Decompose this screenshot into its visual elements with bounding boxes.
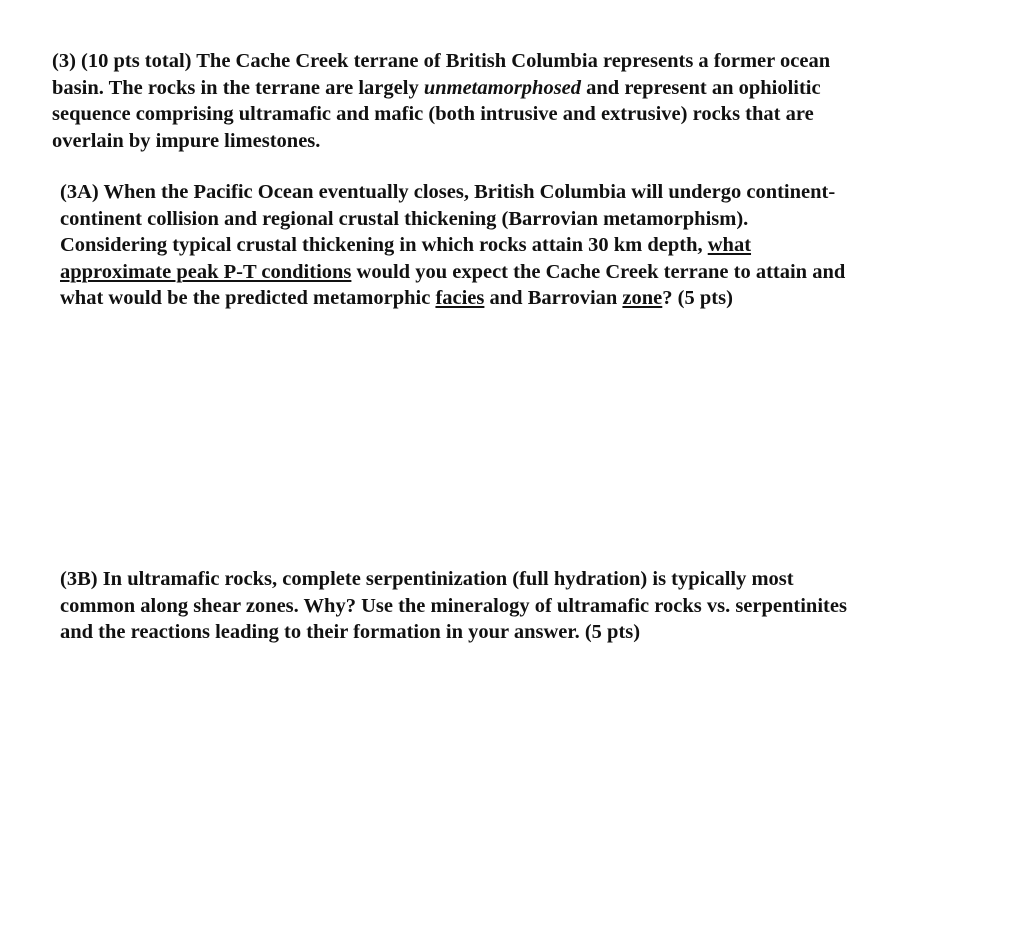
part-a-line-2: [60, 206, 845, 233]
intro-line-3: [52, 101, 830, 128]
part-a-line-1: [60, 179, 845, 206]
question-3-intro: [52, 48, 830, 154]
intro-text: overlain by impure limestones.: [52, 129, 321, 152]
part-a-underlined-zone: zone: [622, 287, 663, 309]
intro-text: basin. The rocks in the terrane are largely: [52, 76, 424, 99]
part-a-text: what would be the predicted metamorphic: [60, 287, 436, 309]
intro-text: (3) (10 pts total) The Cache Creek terrane of British Columbia represents a former ocean: [52, 50, 831, 72]
part-a-text: and Barrovian: [484, 287, 623, 309]
part-b-line-1: [60, 566, 847, 593]
part-a-line-3: [60, 232, 845, 259]
part-a-line-5: [60, 285, 845, 312]
intro-line-4: [52, 128, 830, 155]
part-a-text: would you expect the Cache Creek terrane to attain and: [351, 260, 846, 283]
part-a-underlined-what: what: [707, 234, 752, 256]
intro-text: and represent an ophiolitic: [581, 76, 821, 99]
question-3b: [60, 566, 847, 646]
part-a-text: (3A) When the Pacific Ocean eventually closes, British Columbia will undergo continent-: [60, 181, 836, 203]
part-a-underlined-facies: facies: [435, 287, 485, 309]
part-b-line-3: [60, 619, 847, 646]
question-3a: [60, 179, 845, 312]
intro-emphasis-unmetamorphosed: unmetamorphosed: [423, 76, 582, 99]
intro-text: sequence comprising ultramafic and mafic (both intrusive and extrusive) rocks that are: [52, 103, 814, 125]
part-b-text: common along shear zones. Why? Use the mineralogy of ultramafic rocks vs. serpentinites: [60, 594, 847, 617]
part-a-underlined-pt-conditions: approximate peak P-T conditions: [60, 260, 352, 283]
intro-line-1: [52, 48, 830, 75]
part-a-text: Considering typical crustal thickening in which rocks attain 30 km depth,: [60, 234, 708, 256]
part-a-text: ? (5 pts): [662, 287, 733, 309]
part-a-line-4: [60, 259, 845, 286]
part-b-text: and the reactions leading to their formation in your answer. (5 pts): [60, 621, 641, 643]
part-a-text: continent collision and regional crustal thickening (Barrovian metamorphism).: [60, 207, 749, 230]
part-b-line-2: [60, 593, 847, 620]
intro-line-2: [52, 75, 830, 102]
part-b-text: (3B) In ultramafic rocks, complete serpentinization (full hydration) is typically most: [60, 568, 794, 590]
